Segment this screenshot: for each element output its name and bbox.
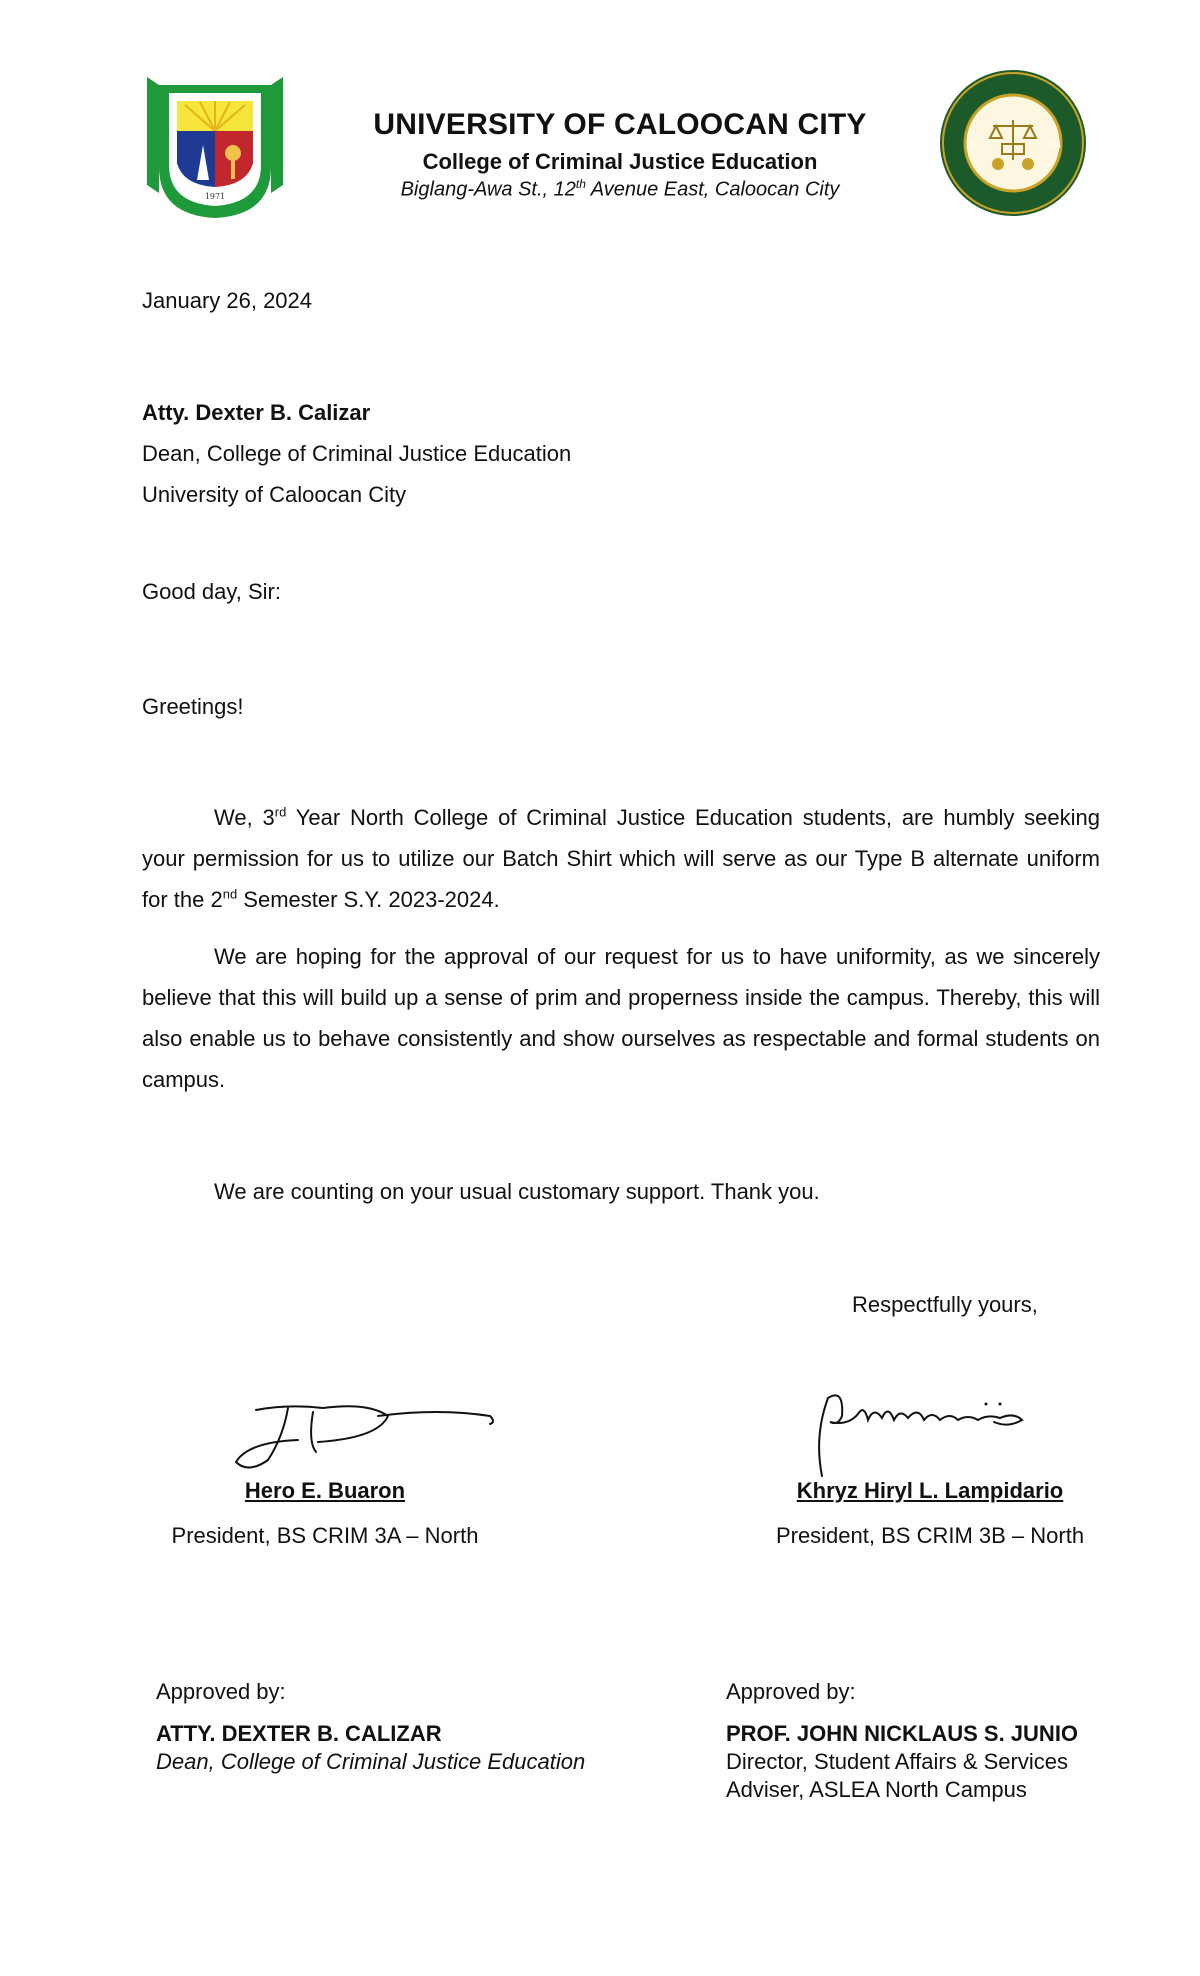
letter-date: January 26, 2024 [142,288,313,313]
signatory-2-name: Khryz Hiryl L. Lampidario [796,1478,1064,1503]
recipient-org: University of Caloocan City [142,482,407,507]
signatory-1-name: Hero E. Buaron [244,1478,406,1503]
p3-text: We are counting on your usual customary support. Thank you. [214,1179,820,1204]
address-part-2: Avenue East, Caloocan City [585,178,840,201]
address [0,177,1200,202]
college-name: College of Criminal Justice Education [422,149,818,174]
left-logo-year: 1971 [204,192,226,201]
approval-2-name: PROF. JOHN NICKLAUS S. JUNIO [726,1721,1079,1746]
approval-2-label: Approved by: [726,1679,856,1704]
seal-year-left: 20 [966,141,978,151]
approval-1-name: ATTY. DEXTER B. CALIZAR [156,1721,442,1746]
signature-hero [228,1402,498,1482]
address-part-1: Biglang-Awa St., 12 [400,178,576,201]
body-paragraph-2 [142,936,1100,1100]
approval-1-title: Dean, College of Criminal Justice Education [156,1749,586,1774]
approval-1-label: Approved by: [156,1679,286,1704]
signature-khryz [808,1386,1058,1486]
body-paragraph-1 [142,797,1100,920]
signatory-1-role: President, BS CRIM 3A – North [171,1523,479,1548]
seal-year-right: 04 [1050,141,1062,151]
p1-text-b: Year North College of Criminal Justice Education students, are humbly seeking your permission for us to utilize our Batch Shirt which will serve as our Type B alternate uniform for the 2 [142,805,1101,912]
p1-sup-2: nd [222,886,238,902]
p1-text-a: We, 3 [214,805,275,830]
approval-2-title-line-2: Adviser, ASLEA North Campus [726,1777,1027,1802]
university-name: UNIVERSITY OF CALOOCAN CITY [373,108,867,141]
body-paragraph-3 [142,1171,1100,1212]
approval-2-title-line-1: Director, Student Affairs & Services [726,1749,1068,1774]
recipient-title: Dean, College of Criminal Justice Education [142,441,572,466]
signatory-2-role: President, BS CRIM 3B – North [775,1523,1085,1548]
recipient-name: Atty. Dexter B. Calizar [142,400,371,425]
salutation: Good day, Sir: [142,579,281,604]
address-superscript: th [575,177,586,191]
greeting: Greetings! [142,694,244,719]
closing: Respectfully yours, [852,1292,1038,1317]
p2-text: We are hoping for the approval of our request for us to have uniformity, as we sincerely believe that this will build up a sense of prim and properness inside the campus. Thereby, this will also enable us to behave consistently and show ourselves as respectable and formal students on campus. [142,944,1100,1092]
p1-sup-1: rd [274,804,287,820]
p1-text-c: Semester S.Y. 2023-2024. [237,887,500,912]
